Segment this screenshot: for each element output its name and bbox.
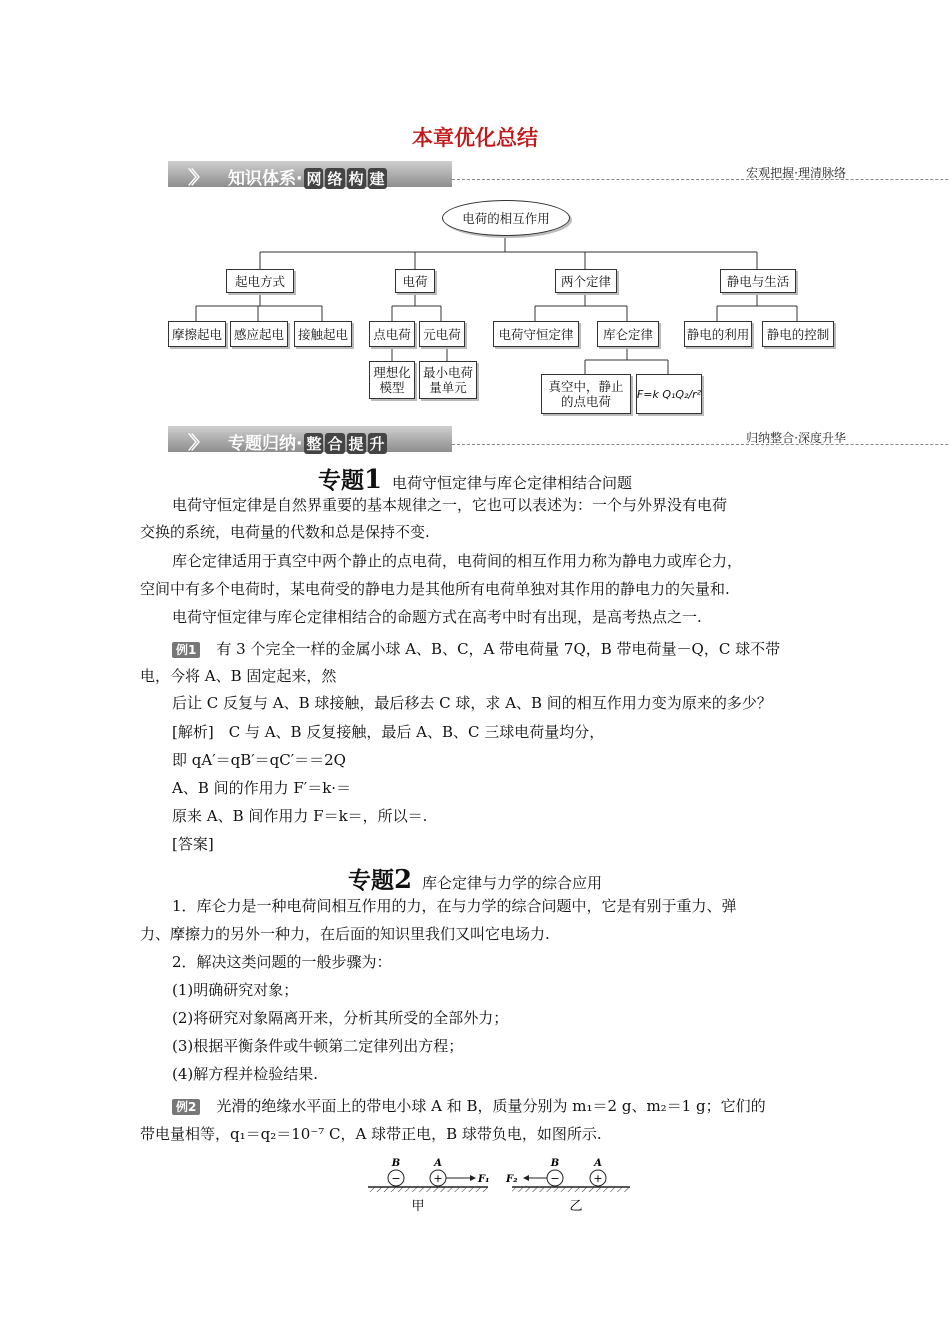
t1-para2a: 库仑定律适用于真空中两个静止的点电荷，电荷间的相互作用力称为静电力或库仑力，: [172, 552, 743, 570]
minus-sign: −: [391, 1172, 401, 1185]
node-kongzhi: 静电的控制: [762, 321, 834, 347]
t1-para3: 电荷守恒定律与库仑定律相结合的命题方式在高考中时有出现，是高考热点之一.: [172, 608, 702, 626]
t2-line1: 1．库仑力是一种电荷间相互作用的力，在与力学的综合问题中，它是有别于重力、弹: [172, 897, 737, 915]
topic2-heading: [0, 862, 950, 895]
plus-sign: +: [593, 1172, 603, 1185]
example-tag: 例1: [172, 642, 200, 658]
charges-figure: [360, 1152, 640, 1222]
topic1-heading: [0, 462, 950, 495]
t2-step2: (2)将研究对象隔离开来，分析其所受的全部外力；: [172, 1009, 509, 1027]
ex1-line3: 后让 C 反复与 A、B 球接触，最后移去 C 球，求 A、B 间的相互作用力变为原来的多少？: [172, 694, 772, 712]
node-liyong: 静电的利用: [684, 321, 752, 347]
node-formula: F=k Q₁Q₂/r²: [636, 374, 702, 414]
ex2-line2: 带电量相等，q₁＝q₂＝10⁻⁷ C，A 球带正电，B 球带负电，如图所示.: [140, 1125, 602, 1143]
node-shenghuo: 静电与生活: [720, 269, 796, 293]
label-b: B: [550, 1158, 560, 1169]
label-b: B: [391, 1158, 401, 1169]
t1-para2b: 空间中有多个电荷时，某电荷受的静电力是其他所有电荷单独对其作用的静电力的矢量和.: [140, 580, 730, 598]
banner-dot: ·: [296, 434, 303, 454]
label-f1: F₁: [478, 1174, 490, 1185]
caption-yi: 乙: [569, 1199, 583, 1214]
banner-left-text: 专题归纳: [228, 434, 296, 454]
banner-dot: ·: [296, 169, 303, 189]
node-ganying: 感应起电: [230, 321, 288, 347]
ex1-line6: A、B 间的作用力 F′＝k·＝: [172, 779, 352, 797]
plus-sign: +: [433, 1172, 443, 1185]
node-zuixiao: 最小电荷 量单元: [419, 361, 477, 399]
t2-line3: 2．解决这类问题的一般步骤为：: [172, 953, 392, 971]
label-a: A: [594, 1158, 602, 1169]
banner-box-char: 构: [348, 170, 364, 188]
node-shouheng: 电荷守恒定律: [493, 321, 579, 347]
root-node: 电荷的相互作用: [442, 200, 570, 236]
arrowhead-f2: [523, 1175, 529, 1181]
node-dianhe: 电荷: [395, 269, 435, 293]
ex1-line1: [172, 636, 780, 663]
topic-number: 2: [393, 865, 413, 895]
example-tag: 例2: [172, 1099, 200, 1115]
banner-box-char: 合: [327, 435, 343, 453]
t2-step4: (4)解方程并检验结果.: [172, 1065, 319, 1083]
node-jiechu: 接触起电: [294, 321, 352, 347]
label-f2: F₂: [506, 1174, 518, 1185]
banner-right-text: 归纳整合·深度升华: [746, 431, 846, 445]
banner-left-text: 知识体系: [228, 169, 296, 189]
ground-hatch-jia: [368, 1187, 488, 1192]
chevron-icon: 〉〉: [188, 433, 203, 454]
ex1-line7: 原来 A、B 间作用力 F＝k＝，所以＝.: [172, 807, 428, 825]
banner-box-char: 整: [306, 435, 322, 453]
node-diandianhe: 点电荷: [369, 321, 415, 347]
banner-box-char: 络: [327, 170, 343, 188]
banner-right-text: 宏观把握·理清脉络: [746, 166, 846, 180]
banner-box-char: 提: [348, 435, 364, 453]
node-kulun: 库仑定律: [597, 321, 659, 347]
ex2-text: 光滑的绝缘水平面上的带电小球 A 和 B，质量分别为 m₁＝2 g、m₂＝1 g；它们的: [216, 1097, 766, 1115]
topic-number: 1: [363, 465, 383, 495]
label-a: A: [434, 1158, 442, 1169]
t2-step3: (3)根据平衡条件或牛顿第二定律列出方程；: [172, 1037, 464, 1055]
banner-box-char: 升: [369, 435, 385, 453]
t1-para1b: 交换的系统，电荷量的代数和总是保持不变.: [140, 523, 430, 541]
ex2-line1: [172, 1093, 766, 1120]
minus-sign: −: [550, 1172, 560, 1185]
arrowhead-f1: [470, 1175, 476, 1181]
node-zhenkong: 真空中，静止 的点电荷: [541, 374, 631, 414]
topic-label: 专题: [317, 468, 364, 494]
topic-label: 专题: [347, 868, 394, 894]
chevron-icon: 〉〉: [188, 168, 203, 189]
ex1-answer: [答案]: [172, 835, 214, 853]
node-moca: 摩擦起电: [168, 321, 226, 347]
node-lixianghua: 理想化 模型: [369, 361, 415, 399]
ground-hatch-yi: [512, 1187, 630, 1192]
ex1-line2: 电，今将 A、B 固定起来，然: [140, 667, 337, 685]
ex1-text: 有 3 个完全一样的金属小球 A、B、C，A 带电荷量 7Q，B 带电荷量－Q，C 球不带: [216, 640, 781, 658]
caption-jia: 甲: [411, 1199, 425, 1214]
page-title: 本章优化总结: [412, 126, 538, 150]
t2-step1: (1)明确研究对象；: [172, 981, 299, 999]
node-yuandianhe: 元电荷: [419, 321, 465, 347]
t1-para1a: 电荷守恒定律是自然界重要的基本规律之一，它也可以表述为：一个与外界没有电荷: [172, 496, 728, 514]
t2-line2: 力、摩擦力的另外一种力，在后面的知识里我们又叫它电场力.: [140, 925, 550, 943]
ex1-line5: 即 qA′＝qB′＝qC′＝＝2Q: [172, 751, 346, 769]
topic-subtitle: 电荷守恒定律与库仑定律相结合问题: [392, 474, 633, 492]
topic-subtitle: 库仑定律与力学的综合应用: [422, 874, 603, 892]
node-qidian: 起电方式: [226, 269, 294, 293]
node-dinglv: 两个定律: [555, 269, 617, 293]
banner-box-char: 建: [369, 170, 385, 188]
ex1-line4: [解析] C 与 A、B 反复接触，最后 A、B、C 三球电荷量均分，: [172, 723, 605, 741]
banner-box-char: 网: [306, 170, 322, 188]
